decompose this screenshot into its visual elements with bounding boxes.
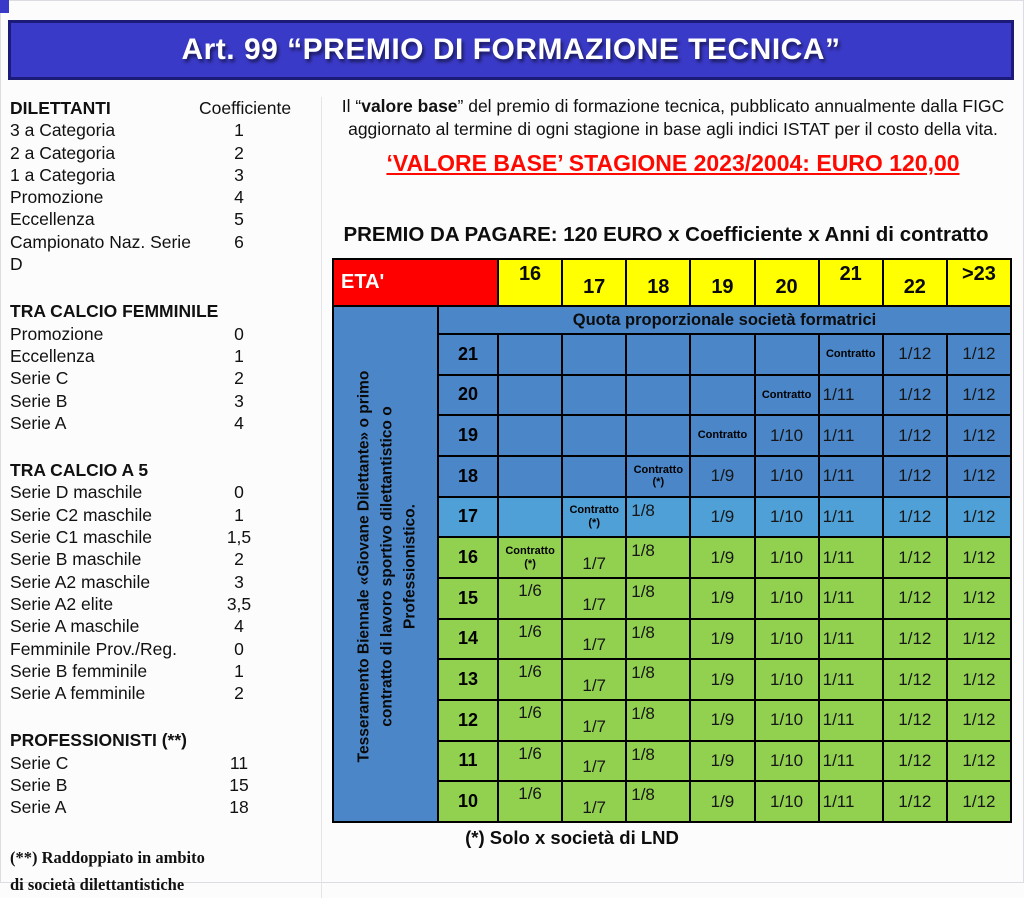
table-cell: 1/6 (499, 701, 563, 742)
side-label (334, 307, 439, 823)
table-cell: 1/12 (948, 782, 1012, 823)
coefficient-value: 1 (234, 660, 244, 681)
coefficient-item (10, 164, 319, 186)
table-cell: 1/12 (884, 620, 948, 661)
table-cell (691, 376, 755, 417)
premio-formula: PREMIO DA PAGARE: 120 EURO x Coefficiente x Anni di contratto (343, 223, 989, 246)
coefficient-value: 1 (234, 504, 244, 525)
table-cell: 1/10 (756, 498, 820, 539)
table-cell: 1/12 (948, 335, 1012, 376)
coefficient-item (10, 142, 319, 164)
coefficient-item (10, 548, 319, 570)
table-cell: 1/12 (948, 579, 1012, 620)
age-row-label: 17 (439, 498, 499, 539)
coefficient-item (10, 571, 319, 593)
coefficient-value: 6 (234, 231, 244, 252)
coefficient-value: 2 (234, 142, 244, 163)
coefficient-value: 11 (229, 752, 249, 773)
table-cell (756, 376, 820, 417)
coefficient-label: Serie C (10, 368, 69, 389)
table-cell: 1/8 (627, 538, 691, 579)
table-cell: 1/8 (627, 782, 691, 823)
table-cell: 1/7 (563, 701, 627, 742)
coefficient-value: 1 (234, 345, 244, 366)
table-cell: 1/6 (499, 579, 563, 620)
double-asterisk-footnote (10, 844, 319, 898)
age-row-label: 20 (439, 376, 499, 417)
contratto-label: Contratto (633, 463, 684, 476)
coefficient-label: Eccellenza (10, 345, 95, 366)
section-title: TRA CALCIO A 5 (10, 460, 149, 481)
table-cell (499, 376, 563, 417)
table-cell: 1/7 (563, 742, 627, 783)
table-cell (563, 498, 627, 539)
table-cell: 1/10 (756, 701, 820, 742)
coefficient-item (10, 774, 319, 796)
age-header-cell: 19 (691, 260, 755, 307)
table-cell: 1/12 (884, 660, 948, 701)
table-cell: 1/10 (756, 416, 820, 457)
contratto-star: (*) (524, 557, 536, 570)
coefficient-value: 4 (234, 187, 244, 208)
table-cell: 1/9 (691, 620, 755, 661)
coefficient-label: Promozione (10, 323, 104, 344)
table-cell: 1/12 (948, 742, 1012, 783)
footnote-line: (**) Raddoppiato in ambito (10, 847, 205, 867)
table-cell: 1/11 (820, 620, 884, 661)
coefficients-panel (10, 97, 322, 898)
table-cell: 1/6 (499, 620, 563, 661)
section-title: DILETTANTI (10, 98, 111, 118)
table-cell: 1/12 (884, 416, 948, 457)
coefficient-item (10, 367, 319, 389)
age-header-cell: 16 (499, 260, 563, 307)
valore-base-highlight: ‘VALORE BASE’ STAGIONE 2023/2004: EURO 120,00 (386, 149, 960, 176)
table-cell: 1/11 (820, 538, 884, 579)
table-cell: 1/7 (563, 660, 627, 701)
table-cell: 1/12 (884, 335, 948, 376)
table-cell: 1/9 (691, 579, 755, 620)
table-cell: 1/10 (756, 579, 820, 620)
table-cell: 1/12 (884, 701, 948, 742)
coefficient-label: Serie A femminile (10, 683, 146, 704)
coefficient-label: 1 a Categoria (10, 164, 116, 185)
table-cell: 1/8 (627, 620, 691, 661)
table-cell: 1/8 (627, 660, 691, 701)
coefficient-item (10, 682, 319, 704)
table-footnote: (*) Solo x società di LND (465, 827, 679, 848)
coefficient-value: 2 (234, 368, 244, 389)
table-cell: 1/12 (884, 579, 948, 620)
page-title: Art. 99 “PREMIO DI FORMAZIONE TECNICA” (181, 33, 841, 66)
coefficient-label: Serie C (10, 752, 69, 773)
table-cell: 1/10 (756, 457, 820, 498)
coefficient-item (10, 504, 319, 526)
table-cell (499, 538, 563, 579)
age-row-label: 14 (439, 620, 499, 661)
table-cell: 1/12 (948, 701, 1012, 742)
intro-paragraph (332, 95, 1014, 178)
table-cell: 1/6 (499, 782, 563, 823)
age-row-label: 16 (439, 538, 499, 579)
coefficient-label: Serie A (10, 412, 67, 433)
table-cell: 1/9 (691, 701, 755, 742)
coefficient-item (10, 323, 319, 345)
coefficient-label: Serie A (10, 797, 67, 818)
age-header-cell: 22 (884, 260, 948, 307)
coefficient-label: Serie A maschile (10, 616, 140, 637)
table-cell: 1/9 (691, 660, 755, 701)
quota-band-cell: Quota proporzionale società formatrici (439, 307, 1012, 335)
table-cell: 1/12 (948, 498, 1012, 539)
coefficient-value: 2 (234, 683, 244, 704)
intro-text-bold: valore base (361, 96, 458, 116)
table-cell: 1/7 (563, 538, 627, 579)
coefficient-item (10, 345, 319, 367)
contratto-star: (*) (652, 476, 665, 489)
coefficient-label: Serie B femminile (10, 660, 148, 681)
table-cell (691, 335, 755, 376)
coefficient-label: Serie D maschile (10, 482, 143, 503)
coefficient-value: 0 (234, 482, 244, 503)
table-cell: 1/10 (756, 620, 820, 661)
table-cell: 1/12 (884, 538, 948, 579)
coefficient-item (10, 752, 319, 774)
coefficient-item (10, 526, 319, 548)
coefficient-item (10, 796, 319, 818)
coefficient-label: 3 a Categoria (10, 120, 116, 141)
table-cell: 1/12 (884, 376, 948, 417)
side-label-line: Professionistico. (401, 503, 419, 629)
coefficient-item (10, 119, 319, 141)
contratto-label: Contratto (761, 388, 812, 401)
table-cell (499, 457, 563, 498)
table-cell: 1/11 (820, 660, 884, 701)
age-row-label: 10 (439, 782, 499, 823)
table-cell (499, 335, 563, 376)
table-cell: 1/11 (820, 782, 884, 823)
table-cell: 1/11 (820, 457, 884, 498)
table-cell: 1/12 (948, 376, 1012, 417)
table-cell: 1/11 (820, 416, 884, 457)
side-label-cell (334, 307, 439, 823)
table-cell (563, 457, 627, 498)
slide-edge-artifact (0, 0, 9, 13)
table-cell (820, 335, 884, 376)
intro-text-suffix: ” del premio di formazione tecnica, pubblicato annualmente dalla FIGC aggiornato al termine di ogni stagione in base agli indici ISTAT per il costo della vita. (348, 96, 1005, 140)
table-cell (563, 416, 627, 457)
table-cell (563, 335, 627, 376)
table-cell (627, 457, 691, 498)
coefficient-label: Serie C1 maschile (10, 527, 152, 548)
table-cell (499, 416, 563, 457)
table-cell (627, 376, 691, 417)
footnote-line: di società dilettantistiche (10, 874, 185, 894)
table-cell: 1/8 (627, 701, 691, 742)
table-cell: 1/6 (499, 742, 563, 783)
table-cell: 1/12 (948, 416, 1012, 457)
table-cell: 1/10 (756, 742, 820, 783)
table-cell: 1/12 (948, 538, 1012, 579)
table-cell: 1/12 (948, 620, 1012, 661)
coefficient-value: 0 (234, 638, 244, 659)
table-cell: 1/12 (948, 660, 1012, 701)
age-header-cell: >23 (948, 260, 1012, 307)
section-header (10, 300, 319, 322)
coefficient-value: 4 (234, 616, 244, 637)
age-row-label: 15 (439, 579, 499, 620)
table-cell (627, 335, 691, 376)
coefficient-value: 5 (234, 209, 244, 230)
title-banner (8, 20, 1014, 80)
age-row-label: 21 (439, 335, 499, 376)
table-cell: 1/12 (884, 782, 948, 823)
coefficient-value: 3 (234, 390, 244, 411)
coefficient-label: Promozione (10, 187, 104, 208)
table-cell: 1/7 (563, 782, 627, 823)
table-cell: 1/9 (691, 742, 755, 783)
coefficient-label: Femminile Prov./Reg. (10, 638, 177, 659)
table-cell: 1/9 (691, 782, 755, 823)
coefficient-label: Campionato Naz. Serie D (10, 231, 191, 275)
age-row-label: 19 (439, 416, 499, 457)
coefficient-label: 2 a Categoria (10, 142, 116, 163)
section-title: TRA CALCIO FEMMINILE (10, 301, 219, 322)
table-cell: 1/11 (820, 498, 884, 539)
coefficient-label: Serie B maschile (10, 549, 142, 570)
table-cell: 1/9 (691, 498, 755, 539)
side-label-line: contratto di lavoro sportivo dilettantistico o (377, 405, 395, 727)
table-cell: 1/10 (756, 660, 820, 701)
table-cell: 1/12 (948, 457, 1012, 498)
coefficient-section (10, 459, 319, 704)
section-title: PROFESSIONISTI (**) (10, 730, 187, 751)
age-header-cell: 17 (563, 260, 627, 307)
coefficient-label: Serie B (10, 775, 68, 796)
coefficient-value: 0 (234, 323, 244, 344)
section-header (10, 729, 319, 751)
coefficient-value: 2 (234, 549, 244, 570)
table-cell: 1/12 (884, 457, 948, 498)
coefficient-value: 15 (229, 775, 249, 796)
age-row-label: 13 (439, 660, 499, 701)
coefficient-item (10, 615, 319, 637)
coefficient-label: Serie A2 elite (10, 593, 114, 614)
table-cell: 1/10 (756, 782, 820, 823)
table-cell: 1/9 (691, 457, 755, 498)
coefficient-label: Serie B (10, 390, 68, 411)
table-cell: 1/8 (627, 498, 691, 539)
table-cell: 1/11 (820, 701, 884, 742)
coefficient-sections (10, 97, 319, 819)
contratto-label: Contratto (505, 545, 555, 558)
coefficient-value: 3 (234, 164, 244, 185)
coefficient-item (10, 481, 319, 503)
table-cell (691, 416, 755, 457)
coefficient-value: 3,5 (226, 593, 252, 614)
coefficient-label: Serie A2 maschile (10, 571, 151, 592)
table-cell: 1/12 (884, 498, 948, 539)
coefficient-item (10, 660, 319, 682)
section-header (10, 459, 319, 481)
table-cell (499, 498, 563, 539)
table-cell: 1/8 (627, 742, 691, 783)
table-cell: 1/10 (756, 538, 820, 579)
age-row-label: 11 (439, 742, 499, 783)
contratto-label: Contratto (697, 429, 748, 442)
age-header-cell: 20 (756, 260, 820, 307)
coefficient-value: 3 (234, 571, 244, 592)
table-cell (563, 376, 627, 417)
coefficient-item (10, 231, 319, 276)
coefficient-item (10, 593, 319, 615)
coefficient-item (10, 208, 319, 230)
coefficient-value: 1,5 (226, 527, 252, 548)
table-cell: 1/6 (499, 660, 563, 701)
intro-text-prefix: Il “ (341, 96, 362, 116)
contratto-label: Contratto (569, 504, 619, 517)
coefficient-label: Serie C2 maschile (10, 504, 152, 525)
table-cell: 1/11 (820, 579, 884, 620)
table-cell (756, 335, 820, 376)
coefficiente-column-header: Coefficiente (199, 98, 292, 118)
age-header-cell: 21 (820, 260, 884, 307)
table-cell: 1/7 (563, 579, 627, 620)
side-label-line: Tesseramento Biennale «Giovane Dilettante» o primo (354, 370, 372, 762)
coefficient-item (10, 412, 319, 434)
coefficient-item (10, 638, 319, 660)
coefficient-value: 1 (234, 120, 244, 141)
table-cell: 1/8 (627, 579, 691, 620)
table-cell (627, 416, 691, 457)
coefficient-item (10, 186, 319, 208)
table-cell: 1/12 (884, 742, 948, 783)
coefficient-value: 4 (234, 412, 244, 433)
age-header-cell: 18 (627, 260, 691, 307)
coefficient-label: Eccellenza (10, 209, 95, 230)
age-row-label: 12 (439, 701, 499, 742)
coefficient-section (10, 300, 319, 434)
contratto-star: (*) (588, 516, 600, 529)
coefficient-section (10, 97, 319, 275)
table-cell: 1/7 (563, 620, 627, 661)
contratto-label: Contratto (825, 348, 876, 360)
eta-corner-cell: ETA' (334, 260, 499, 307)
table-cell: 1/11 (820, 376, 884, 417)
coefficient-section (10, 729, 319, 818)
section-header (10, 97, 319, 119)
coefficient-value: 18 (229, 797, 249, 818)
premio-table (332, 258, 1012, 823)
table-cell: 1/11 (820, 742, 884, 783)
coefficient-item (10, 390, 319, 412)
age-row-label: 18 (439, 457, 499, 498)
table-cell: 1/9 (691, 538, 755, 579)
